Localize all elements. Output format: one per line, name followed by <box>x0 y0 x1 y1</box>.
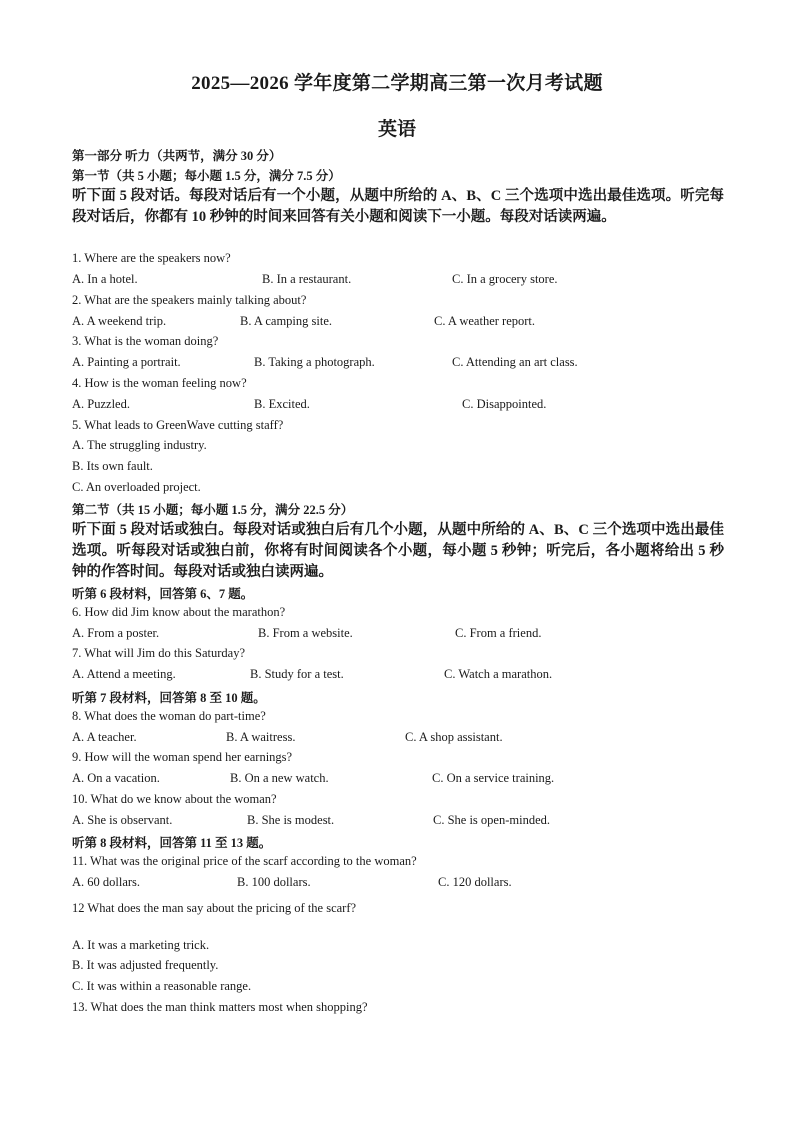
option-a: A. The struggling industry. <box>72 438 207 452</box>
option-c: C. 120 dollars. <box>438 875 512 889</box>
question-stem: 8. What does the woman do part-time? <box>72 709 266 723</box>
option-a: A. A weekend trip. <box>72 314 167 328</box>
option-a: A. Attend a meeting. <box>72 667 176 681</box>
option-a: A. She is observant. <box>72 813 173 827</box>
option-c: C. Watch a marathon. <box>444 667 553 681</box>
question-stem: 7. What will Jim do this Saturday? <box>72 646 246 660</box>
material-label: 听第 8 段材料，回答第 11 至 13 题。 <box>72 836 272 850</box>
option-a: A. From a poster. <box>72 626 160 640</box>
question-stem: 13. What does the man think matters most when shopping? <box>72 1000 368 1014</box>
option-b: B. Taking a photograph. <box>254 355 375 369</box>
option-b: B. It was adjusted frequently. <box>72 958 219 972</box>
section2-instructions: 听下面 5 段对话或独白。每段对话或独白后有几个小题，从题中所给的 A、B、C 三个选项中选出最佳选项。听每段对话或独白前，你将有时间阅读各个小题，每小题 5 秒钟；听完后，各小题将给出 5 秒钟的作答时间。每段对话或独白读两遍。 <box>72 522 724 580</box>
option-b: B. Excited. <box>254 397 310 411</box>
material-label: 听第 6 段材料，回答第 6、7 题。 <box>72 587 254 601</box>
option-b: B. A waitress. <box>226 730 296 744</box>
option-b: B. 100 dollars. <box>237 875 311 889</box>
option-a: A. On a vacation. <box>72 771 160 785</box>
section1-instructions: 听下面 5 段对话。每段对话后有一个小题，从题中所给的 A、B、C 三个选项中选出最佳选项。听完每段对话后，你都有 10 秒钟的时间来回答有关小题和阅读下一小题。每段对话读两遍。 <box>72 188 724 225</box>
question-stem: 12 What does the man say about the pricing of the scarf? <box>72 901 357 915</box>
option-b: B. In a restaurant. <box>262 272 352 286</box>
option-b: B. From a website. <box>258 626 353 640</box>
question-stem: 9. How will the woman spend her earnings? <box>72 750 293 764</box>
option-b: B. She is modest. <box>247 813 335 827</box>
option-c: C. In a grocery store. <box>452 272 558 286</box>
option-c: C. A shop assistant. <box>405 730 503 744</box>
question-stem: 10. What do we know about the woman? <box>72 792 277 806</box>
option-b: B. On a new watch. <box>230 771 329 785</box>
option-c: C. She is open-minded. <box>433 813 551 827</box>
option-a: A. Painting a portrait. <box>72 355 181 369</box>
question-stem: 5. What leads to GreenWave cutting staff? <box>72 418 284 432</box>
question-stem: 3. What is the woman doing? <box>72 334 219 348</box>
option-a: A. A teacher. <box>72 730 137 744</box>
option-c: C. From a friend. <box>455 626 542 640</box>
option-b: B. Study for a test. <box>250 667 344 681</box>
option-c: C. It was within a reasonable range. <box>72 979 252 993</box>
option-c: C. Disappointed. <box>462 397 547 411</box>
option-a: A. Puzzled. <box>72 397 130 411</box>
question-stem: 11. What was the original price of the scarf according to the woman? <box>72 854 417 868</box>
option-b: B. Its own fault. <box>72 459 153 473</box>
question-stem: 6. How did Jim know about the marathon? <box>72 605 286 619</box>
option-a: A. 60 dollars. <box>72 875 141 889</box>
section1-heading: 第一节（共 5 小题；每小题 1.5 分，满分 7.5 分） <box>72 169 341 183</box>
section2-heading: 第二节（共 15 小题；每小题 1.5 分，满分 22.5 分） <box>72 503 354 517</box>
option-a: A. It was a marketing trick. <box>72 938 210 952</box>
question-stem: 4. How is the woman feeling now? <box>72 376 247 390</box>
option-c: C. Attending an art class. <box>452 355 578 369</box>
material-label: 听第 7 段材料，回答第 8 至 10 题。 <box>72 691 266 705</box>
option-c: C. An overloaded project. <box>72 480 201 494</box>
question-stem: 2. What are the speakers mainly talking about? <box>72 293 307 307</box>
question-stem: 1. Where are the speakers now? <box>72 251 231 265</box>
option-a: A. In a hotel. <box>72 272 138 286</box>
part1-heading: 第一部分 听力（共两节，满分 30 分） <box>72 149 282 163</box>
option-c: C. A weather report. <box>434 314 536 328</box>
exam-title: 2025—2026 学年度第二学期高三第一次月考试题 <box>191 73 603 94</box>
subject-title: 英语 <box>377 119 416 140</box>
option-b: B. A camping site. <box>240 314 333 328</box>
option-c: C. On a service training. <box>432 771 555 785</box>
